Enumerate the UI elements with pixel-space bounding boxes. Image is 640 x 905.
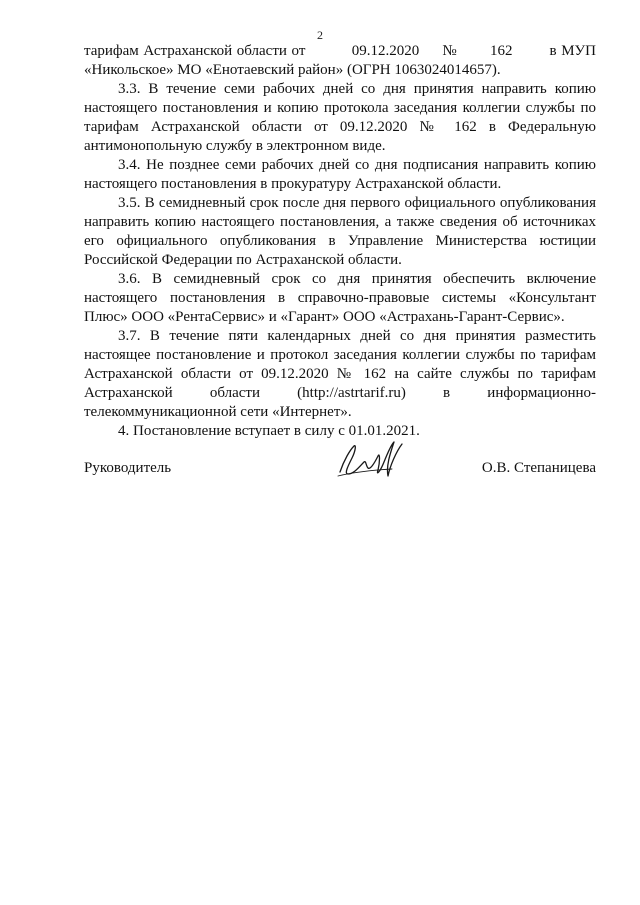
paragraph-3-7: 3.7. В течение пяти календарных дней со дня принятия разместить настоящее постановление и протокол заседания коллегии службы по тарифам Астраханской области от 09.12.2020 № 162 на сайте службы по тарифам Астраханской области (http://astrtarif.ru) в информационно-телекоммуникационной сети «Интернет».: [84, 328, 596, 420]
paragraph-3-3: 3.3. В течение семи рабочих дней со дня принятия направить копию настоящего постановления и копию протокола заседания коллегии службы по тарифам Астраханской области от 09.12.2020 № 162 в Федеральную антимонопольную службу в электронном виде.: [84, 81, 596, 154]
signatory-name: О.В. Степаницева: [481, 460, 596, 476]
signature-icon: [334, 436, 414, 486]
page-number: 2: [317, 28, 323, 42]
paragraph-continuation-line: тарифам Астраханской области от 09.12.2020 № 162 в МУП: [84, 43, 596, 59]
signature-block: [84, 456, 596, 496]
paragraph-3-5: 3.5. В семидневный срок после дня первого официального опубликования направить копию настоящего постановления, а также сведения об источниках его официального опубликования в Управление Министерства юстиции Российской Федерации по Астраханской области.: [84, 195, 596, 268]
paragraph-4: 4. Постановление вступает в силу с 01.01.2021.: [118, 423, 420, 439]
paragraph-continuation: «Никольское» МО «Енотаевский район» (ОГРН 1063024014657).: [84, 62, 501, 78]
document-body: [84, 42, 596, 441]
paragraph-3-4: 3.4. Не позднее семи рабочих дней со дня подписания направить копию настоящего постановления в прокуратуру Астраханской области.: [84, 157, 596, 192]
signatory-role: Руководитель: [84, 460, 172, 476]
paragraph-3-6: 3.6. В семидневный срок со дня принятия обеспечить включение настоящего постановления в справочно-правовые системы «Консультант Плюс» ООО «РентаСервис» и «Гарант» ООО «Астрахань-Гарант-Сервис».: [84, 271, 596, 325]
